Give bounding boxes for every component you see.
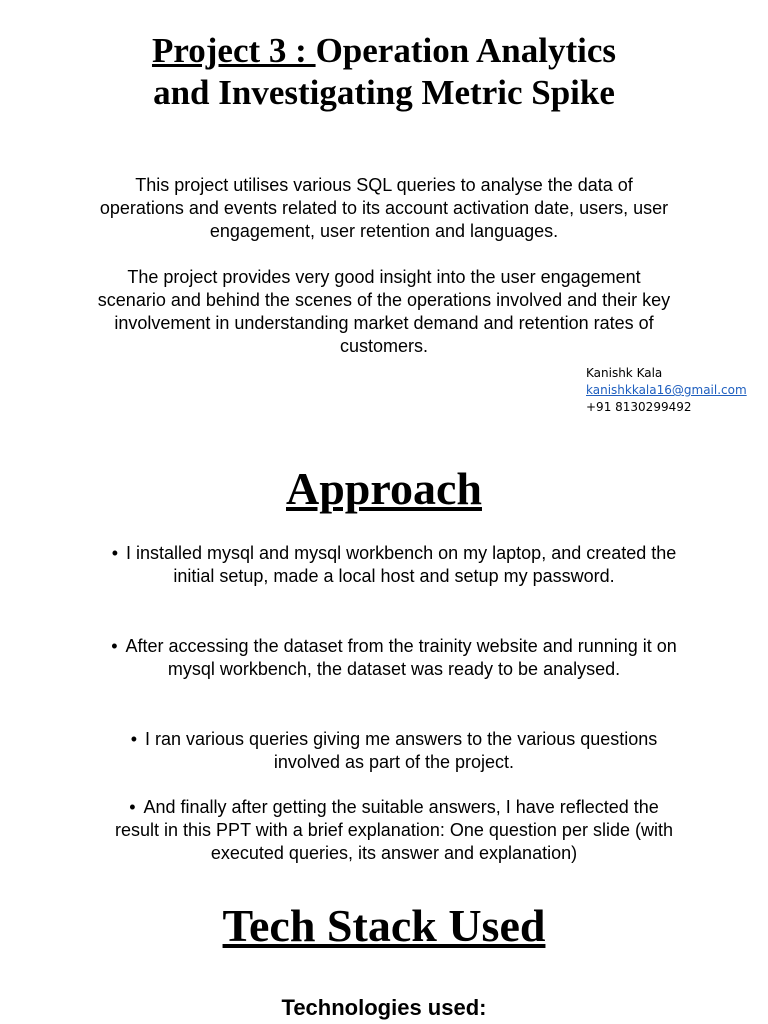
approach-item-text: I installed mysql and mysql workbench on my laptop, and created the initial setup, made a local host and setup my password. — [126, 543, 677, 586]
approach-item-text: I ran various queries giving me answers to the various questions involved as part of the project. — [145, 729, 658, 772]
title-line1: Operation Analytics — [315, 31, 616, 70]
title-prefix: Project 3 : — [151, 31, 316, 70]
phone-number: +91 8130299492 — [586, 400, 692, 414]
approach-item-text: After accessing the dataset from the trainity website and running it on mysql workbench, the dataset was ready to be analysed. — [125, 636, 677, 679]
bullet-icon: • — [111, 543, 118, 563]
page-title — [0, 30, 768, 114]
intro-paragraph-2: The project provides very good insight into the user engagement scenario and behind the scenes of the operations involved and their key involvement in understanding market demand and retention rates of customers. — [97, 267, 671, 356]
contact-block — [586, 365, 747, 416]
approach-list-item — [110, 542, 678, 588]
author-name: Kanishk Kala — [586, 366, 663, 380]
email-link[interactable]: kanishkkala16@gmail.com — [586, 383, 747, 397]
title-line2: and Investigating Metric Spike — [153, 73, 615, 112]
tech-stack-heading: Tech Stack Used — [222, 900, 546, 951]
approach-heading: Approach — [286, 463, 482, 514]
approach-list-item — [110, 635, 678, 681]
approach-list-item — [110, 728, 678, 774]
bullet-icon: • — [111, 636, 118, 656]
approach-item-text: And finally after getting the suitable answers, I have reflected the result in this PPT with a brief explanation: One question per slide (with executed queries, its answer and explanation) — [115, 797, 673, 863]
technologies-subheading: Technologies used: — [281, 995, 487, 1020]
approach-list-item — [110, 796, 678, 865]
intro-paragraph-1: This project utilises various SQL queries to analyse the data of operations and events related to its account activation date, users, user engagement, user retention and languages. — [99, 175, 669, 241]
bullet-icon: • — [129, 797, 136, 817]
bullet-icon: • — [130, 729, 138, 749]
